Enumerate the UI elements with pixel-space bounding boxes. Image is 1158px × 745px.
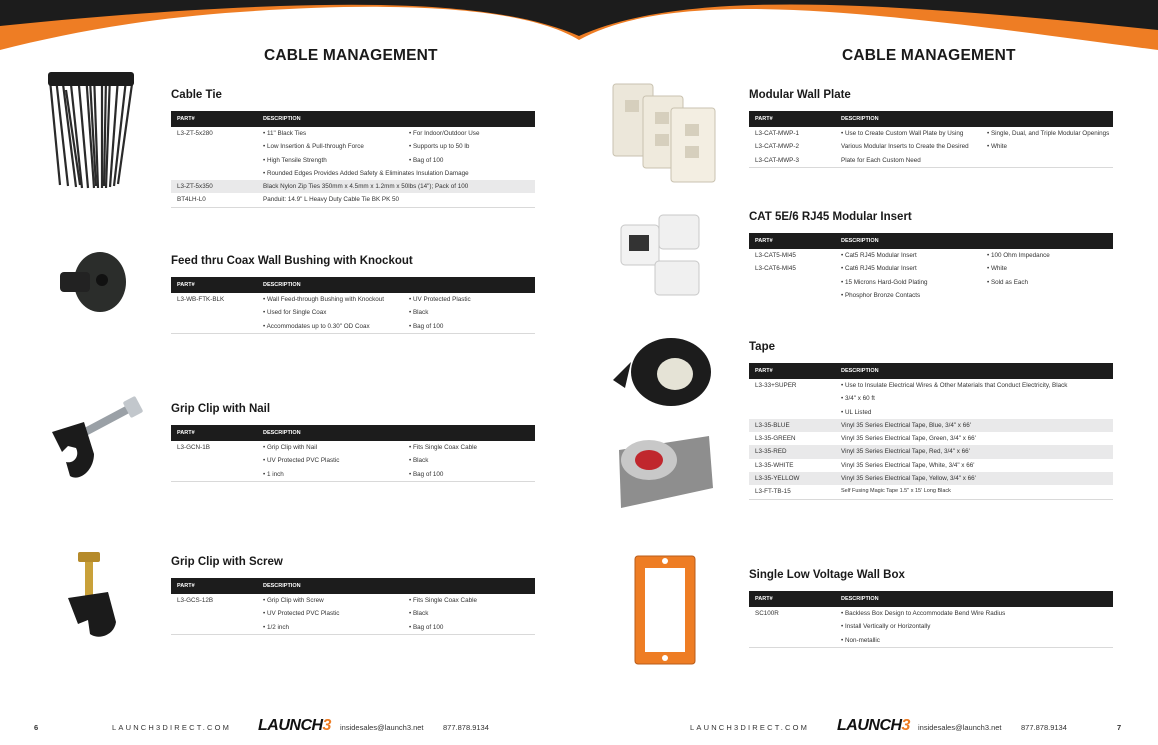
col-part-header: PART# xyxy=(755,116,773,122)
spec-table-body xyxy=(749,249,1113,302)
table-row xyxy=(749,140,1113,153)
description-extra: • Bag of 100 xyxy=(409,470,444,478)
col-desc-header: DESCRIPTION xyxy=(841,238,879,244)
description: • High Tensile Strength xyxy=(263,156,327,164)
description: • Rounded Edges Provides Added Safety & Eliminates Insulation Damage xyxy=(263,169,469,177)
description: • UV Protected PVC Plastic xyxy=(263,457,340,465)
col-desc-header: DESCRIPTION xyxy=(263,430,301,436)
email-link[interactable]: insidesales@launch3.net xyxy=(340,723,424,732)
description: Various Modular Inserts to Create the Desired xyxy=(841,143,969,151)
col-part-header: PART# xyxy=(177,430,195,436)
description-extra: • Bag of 100 xyxy=(409,156,444,164)
part-number: L3-CAT-MWP-1 xyxy=(755,130,799,137)
tape-roll-icon xyxy=(609,332,719,512)
product-rj45-insert xyxy=(749,211,1113,302)
col-desc-header: DESCRIPTION xyxy=(841,116,879,122)
table-header xyxy=(749,591,1113,607)
email-link[interactable]: insidesales@launch3.net xyxy=(918,723,1002,732)
page-title: CABLE MANAGEMENT xyxy=(842,47,1016,64)
product-title: Grip Clip with Screw xyxy=(171,556,283,568)
description: Panduit: 14.9" L Heavy Duty Cable Tie BK PK 50 xyxy=(263,196,400,204)
table-row xyxy=(171,607,535,620)
description-extra: • Black xyxy=(409,610,429,618)
description: Vinyl 35 Series Electrical Tape, Green, 3/4" x 66' xyxy=(841,435,976,443)
description: • Install Vertically or Horizontally xyxy=(841,623,931,631)
col-part-header: PART# xyxy=(755,596,773,602)
table-header xyxy=(171,277,535,293)
table-row xyxy=(749,419,1113,432)
description-extra: • 100 Ohm Impedance xyxy=(987,252,1050,259)
table-row xyxy=(749,459,1113,472)
phone-number: 877.878.9134 xyxy=(443,723,489,732)
description-extra: • White xyxy=(987,143,1008,151)
brand-logo xyxy=(837,717,910,735)
table-row xyxy=(749,379,1113,392)
table-row xyxy=(749,607,1113,620)
description: • UL Listed xyxy=(841,408,872,416)
part-number: L3-35-WHITE xyxy=(755,461,794,469)
col-part-header: PART# xyxy=(755,238,773,244)
website-link[interactable]: LAUNCH3DIRECT.COM xyxy=(112,723,232,732)
table-header xyxy=(171,425,535,441)
part-number: L3-ZT-5x280 xyxy=(177,130,213,137)
description: • Non-metallic xyxy=(841,636,880,644)
description: • 1 inch xyxy=(263,470,284,478)
table-row xyxy=(171,594,535,607)
table-row xyxy=(749,445,1113,458)
part-number: L3-GCN-1B xyxy=(177,444,210,451)
table-row xyxy=(749,432,1113,445)
description: • Use to Create Custom Wall Plate by Using xyxy=(841,130,964,137)
table-row xyxy=(749,289,1113,302)
part-number: L3-CAT5-MI45 xyxy=(755,252,796,259)
description: • 15 Microns Hard-Gold Plating xyxy=(841,278,928,286)
table-header xyxy=(749,363,1113,379)
table-row xyxy=(171,167,535,180)
table-row xyxy=(171,621,535,634)
product-title: CAT 5E/6 RJ45 Modular Insert xyxy=(749,211,912,223)
product-wall-bushing xyxy=(171,255,535,334)
part-number: L3-35-RED xyxy=(755,448,787,456)
table-header xyxy=(171,111,535,127)
col-desc-header: DESCRIPTION xyxy=(263,116,301,122)
product-title: Tape xyxy=(749,341,775,353)
part-number: L3-CAT-MWP-2 xyxy=(755,143,799,151)
col-part-header: PART# xyxy=(177,583,195,589)
description: Vinyl 35 Series Electrical Tape, Yellow, 3/4" x 66' xyxy=(841,475,976,483)
description-extra: • For Indoor/Outdoor Use xyxy=(409,130,480,137)
description: • Grip Clip with Nail xyxy=(263,444,317,451)
description: Vinyl 35 Series Electrical Tape, Blue, 3/4" x 66' xyxy=(841,421,971,429)
description: • Low Insertion & Pull-through Force xyxy=(263,143,364,151)
table-header xyxy=(171,578,535,594)
table-row xyxy=(171,468,535,481)
description: Vinyl 35 Series Electrical Tape, Red, 3/4" x 66' xyxy=(841,448,970,456)
description-extra: • Bag of 100 xyxy=(409,623,444,631)
table-row xyxy=(171,180,535,193)
part-number: L3-35-YELLOW xyxy=(755,475,800,483)
col-part-header: PART# xyxy=(755,368,773,374)
col-desc-header: DESCRIPTION xyxy=(263,282,301,288)
description: • 3/4" x 60 ft xyxy=(841,395,875,403)
page-number: 6 xyxy=(34,723,39,732)
spec-table-body xyxy=(171,441,535,482)
part-number: L3-GCS-12B xyxy=(177,597,214,604)
description: • Accommodates up to 0.30" OD Coax xyxy=(263,322,370,330)
table-row xyxy=(171,441,535,454)
table-row xyxy=(171,193,535,206)
description: Vinyl 35 Series Electrical Tape, White, 3/4" x 66' xyxy=(841,461,975,469)
table-row xyxy=(749,620,1113,633)
product-modular-wall-plate xyxy=(749,89,1113,168)
product-title: Modular Wall Plate xyxy=(749,89,851,101)
description-extra: • Fits Single Coax Cable xyxy=(409,444,478,451)
spec-table-body xyxy=(171,594,535,635)
table-row xyxy=(749,262,1113,275)
part-number: L3-35-GREEN xyxy=(755,435,796,443)
table-row xyxy=(749,485,1113,498)
table-row xyxy=(171,140,535,153)
table-row xyxy=(749,392,1113,405)
col-part-header: PART# xyxy=(177,282,195,288)
spec-table-body xyxy=(171,127,535,208)
col-part-header: PART# xyxy=(177,116,195,122)
description-extra: • Supports up to 50 lb xyxy=(409,143,470,151)
table-header xyxy=(749,233,1113,249)
description: Plate for Each Custom Need xyxy=(841,156,921,164)
description: • Cat5 RJ45 Modular Insert xyxy=(841,252,917,259)
table-row xyxy=(171,154,535,167)
product-wall-box xyxy=(749,569,1113,648)
product-cable-tie xyxy=(171,89,535,208)
description: • Grip Clip with Screw xyxy=(263,597,324,604)
description-extra: • Bag of 100 xyxy=(409,322,444,330)
description: Black Nylon Zip Ties 350mm x 4.5mm x 1.2mm x 50lbs (14"); Pack of 100 xyxy=(263,183,469,191)
table-row xyxy=(171,306,535,319)
spec-table-body xyxy=(749,127,1113,168)
description-extra: • Black xyxy=(409,457,429,465)
right-page xyxy=(579,0,1158,745)
description: • Phosphor Bronze Contacts xyxy=(841,291,921,299)
table-row xyxy=(749,127,1113,140)
spec-table-body xyxy=(749,607,1113,648)
logo-text: LAUNCH xyxy=(837,717,902,734)
logo-text: LAUNCH xyxy=(258,717,323,734)
table-row xyxy=(171,127,535,140)
description-extra: • UV Protected Plastic xyxy=(409,296,471,303)
part-number: L3-CAT-MWP-3 xyxy=(755,156,799,164)
product-title: Single Low Voltage Wall Box xyxy=(749,569,905,581)
table-row xyxy=(749,634,1113,647)
description: • Backless Box Design to Accommodate Bend Wire Radius xyxy=(841,610,1006,617)
logo-mark: 3 xyxy=(322,717,331,734)
spec-table-body xyxy=(171,293,535,334)
cable-ties-icon xyxy=(40,70,140,190)
description: • 11" Black Ties xyxy=(263,130,307,137)
description-extra: • Fits Single Coax Cable xyxy=(409,597,478,604)
product-tape xyxy=(749,341,1113,500)
part-number: L3-33+SUPER xyxy=(755,382,797,389)
product-grip-clip-screw xyxy=(171,556,535,635)
wall-plate-icon xyxy=(609,80,724,185)
page-number: 7 xyxy=(1117,723,1122,732)
description: • UV Protected PVC Plastic xyxy=(263,610,340,618)
description-extra: • White xyxy=(987,265,1008,273)
grip-clip-screw-icon xyxy=(58,548,128,643)
grip-clip-nail-icon xyxy=(44,392,144,487)
logo-mark: 3 xyxy=(901,717,910,734)
description: • Use to Insulate Electrical Wires & Other Materials that Conduct Electricity, Black xyxy=(841,382,1068,389)
page-title: CABLE MANAGEMENT xyxy=(264,47,438,64)
part-number: L3-ZT-5x350 xyxy=(177,183,213,191)
wall-box-icon xyxy=(631,552,701,667)
col-desc-header: DESCRIPTION xyxy=(841,596,879,602)
table-row xyxy=(749,249,1113,262)
table-header xyxy=(749,111,1113,127)
description: • Used for Single Coax xyxy=(263,309,327,317)
table-row xyxy=(749,276,1113,289)
table-row xyxy=(749,406,1113,419)
description-extra: • Sold as Each xyxy=(987,278,1029,286)
part-number: L3-35-BLUE xyxy=(755,421,790,429)
description-extra: • Black xyxy=(409,309,429,317)
table-row xyxy=(171,320,535,333)
product-grip-clip-nail xyxy=(171,403,535,482)
part-number: L3-CAT6-MI45 xyxy=(755,265,796,273)
description: • 1/2 inch xyxy=(263,623,290,631)
table-row xyxy=(749,472,1113,485)
part-number: BT4LH-L0 xyxy=(177,196,206,204)
description: • Cat6 RJ45 Modular Insert xyxy=(841,265,917,273)
brand-logo xyxy=(258,717,331,735)
description: Self Fusing Magic Tape 1.5" x 15' Long Black xyxy=(841,488,951,495)
rj45-insert-icon xyxy=(615,205,715,300)
part-number: L3-WB-FTK-BLK xyxy=(177,296,225,303)
product-title: Feed thru Coax Wall Bushing with Knockout xyxy=(171,255,413,267)
wall-bushing-icon xyxy=(52,250,132,315)
description: • Wall Feed-through Bushing with Knockout xyxy=(263,296,384,303)
product-title: Grip Clip with Nail xyxy=(171,403,271,415)
spec-table-body xyxy=(749,379,1113,500)
phone-number: 877.878.9134 xyxy=(1021,723,1067,732)
col-desc-header: DESCRIPTION xyxy=(841,368,879,374)
table-row xyxy=(171,293,535,306)
col-desc-header: DESCRIPTION xyxy=(263,583,301,589)
product-title: Cable Tie xyxy=(171,89,222,101)
part-number: SC100R xyxy=(755,610,779,617)
description-extra: • Single, Dual, and Triple Modular Openings xyxy=(987,130,1110,137)
part-number: L3-FT-TB-15 xyxy=(755,488,791,496)
table-row xyxy=(749,154,1113,167)
website-link[interactable]: LAUNCH3DIRECT.COM xyxy=(690,723,810,732)
table-row xyxy=(171,454,535,467)
